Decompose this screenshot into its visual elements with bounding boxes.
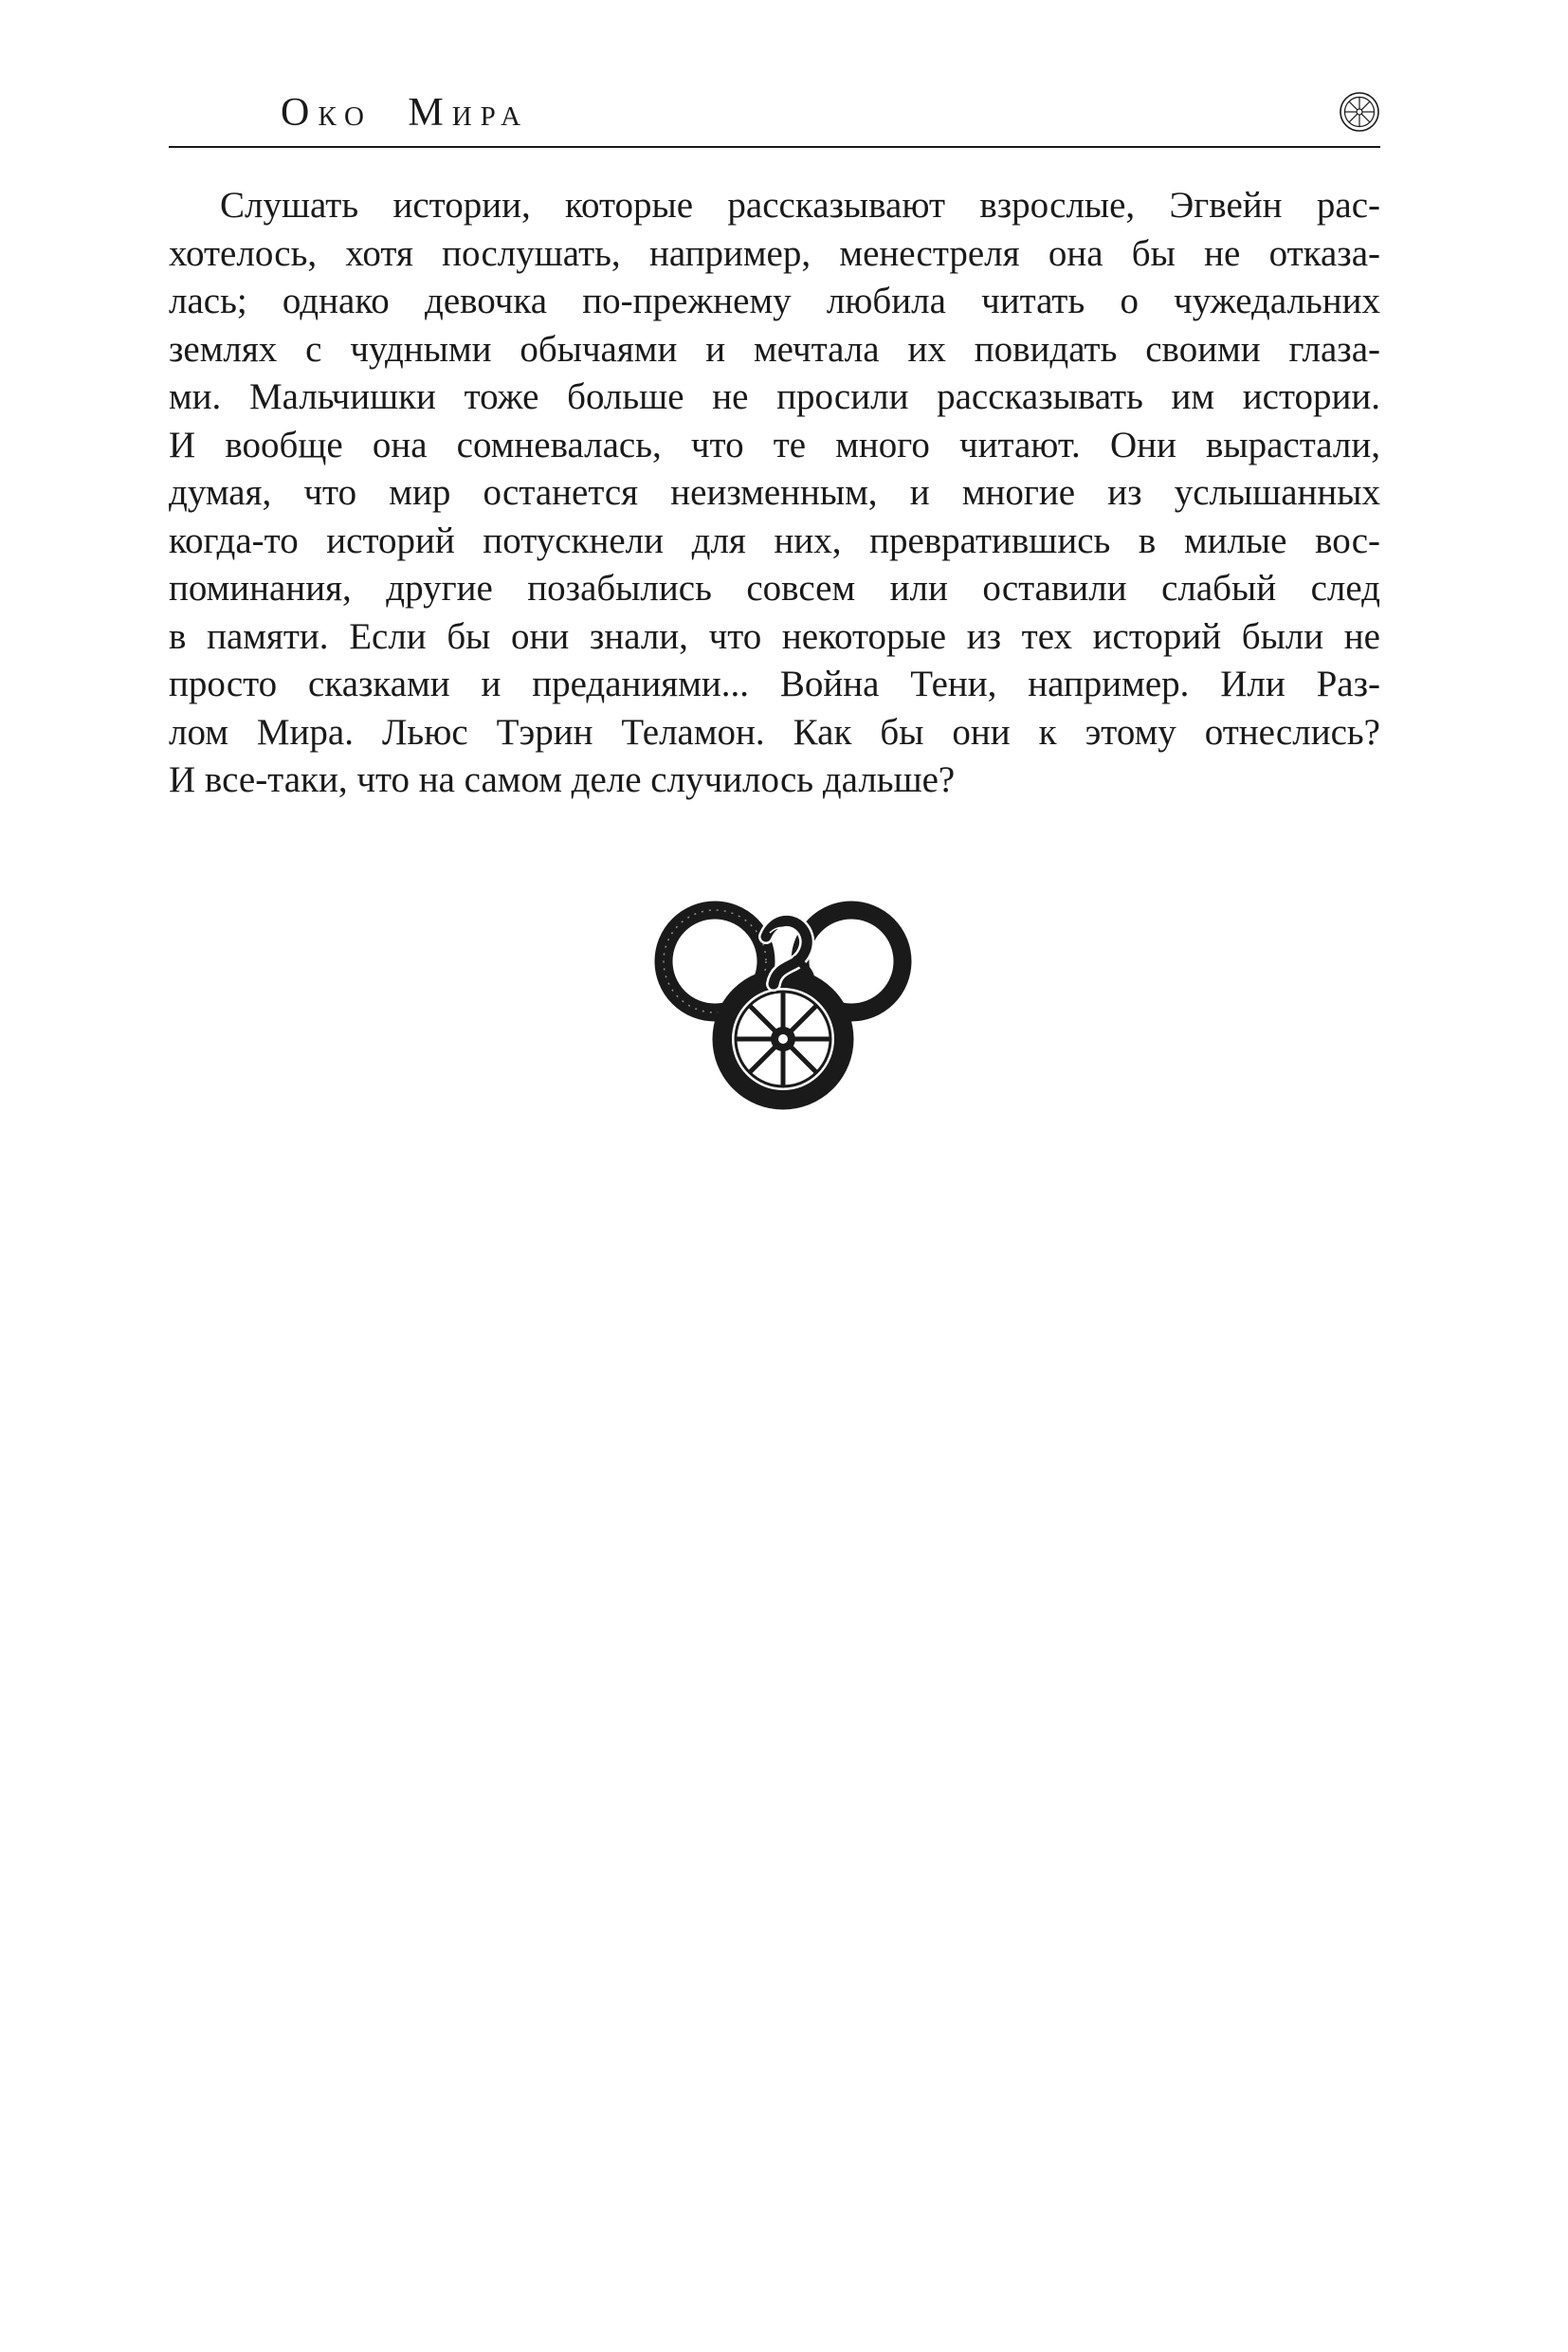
text-line: И все-таки, что на самом деле случилось дальше? — [169, 759, 956, 800]
serpent-wheel-icon — [652, 899, 914, 1122]
header-rule — [169, 146, 1380, 148]
text-line: просто сказками и преданиями... Война Тени, например. Или Раз- — [169, 664, 1380, 704]
running-title: Око Мира — [281, 91, 530, 135]
text-line: в памяти. Если бы они знали, что некоторые из тех историй были не — [169, 615, 1380, 657]
running-head — [169, 87, 1380, 148]
text-line: думая, что мир останется неизменным, и многие из услышанных — [169, 472, 1380, 513]
text-line: ми. Мальчишки тоже больше не просили рассказывать им истории. — [169, 376, 1380, 417]
text-line: лась; однако девочка по-прежнему любила читать о чужедальних — [169, 281, 1380, 321]
text-line: хотелось, хотя послушать, например, менестреля она бы не отказа- — [169, 232, 1380, 274]
body-text — [169, 182, 1380, 805]
text-line: поминания, другие позабылись совсем или оставили слабый след — [169, 568, 1380, 609]
text-line: когда-то историй потускнели для них, превратившись в милые вос- — [169, 520, 1380, 561]
text-line: землях с чудными обычаями и мечтала их повидать своими глаза- — [169, 328, 1380, 370]
text-line: Слушать истории, которые рассказывают взрослые, Эгвейн рас- — [220, 185, 1380, 226]
text-line: И вообще она сомневалась, что те много читают. Они вырастали, — [169, 424, 1380, 465]
wheel-icon — [1339, 91, 1380, 133]
text-line: лом Мира. Льюс Тэрин Теламон. Как бы они к этому отнеслись? — [169, 711, 1380, 753]
